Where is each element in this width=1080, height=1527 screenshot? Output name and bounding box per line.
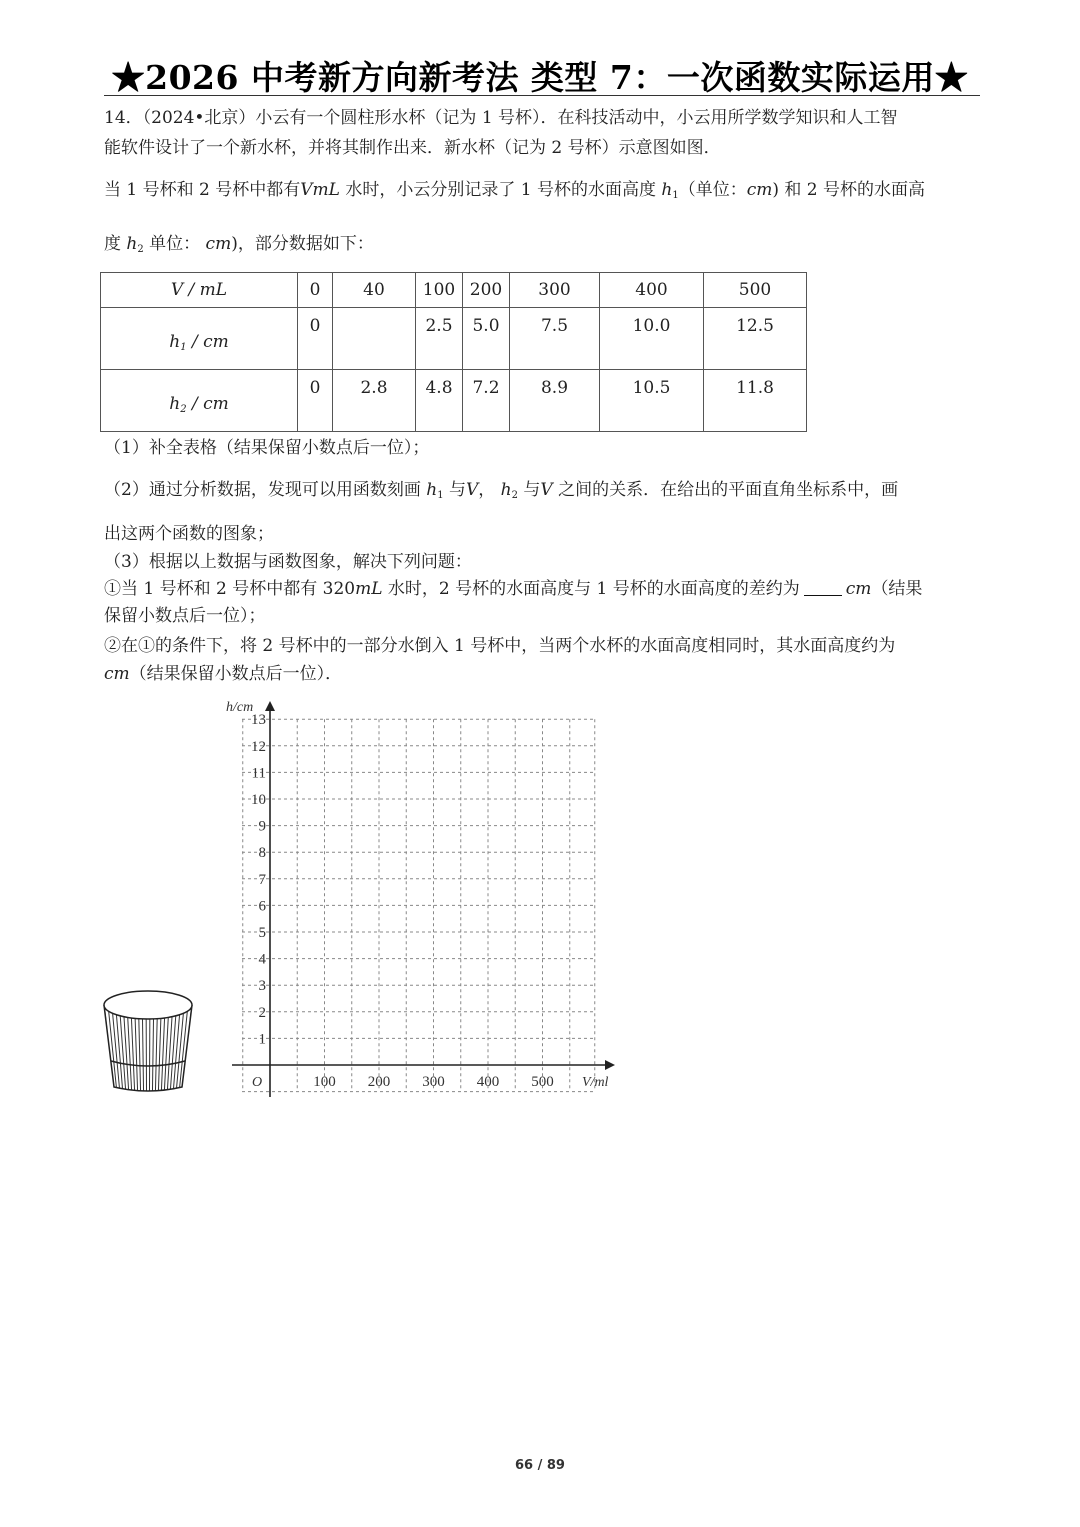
x-tick-label: 500 bbox=[531, 1074, 554, 1090]
p3-text-f: ) 和 2 号杯的水面高 bbox=[772, 180, 926, 200]
p3-text-a: 当 1 号杯和 2 号杯中都有 bbox=[104, 180, 301, 200]
y-tick-label: 6 bbox=[258, 898, 266, 915]
y-tick-label: 13 bbox=[251, 712, 266, 729]
q2-text-g: 之间的关系．在给出的平面直角坐标系中，画 bbox=[552, 480, 899, 500]
table-cell: 4.8 bbox=[416, 370, 463, 432]
x-tick-label: 200 bbox=[367, 1074, 391, 1090]
table-cell: 200 bbox=[463, 273, 510, 308]
q3-1-cm: cm bbox=[845, 579, 872, 599]
table-cell: 0 bbox=[298, 370, 333, 432]
q3-1-text-e: （结果 bbox=[871, 579, 923, 599]
coordinate-grid-chart bbox=[220, 695, 640, 1105]
cup-water-line bbox=[111, 1061, 185, 1066]
cup-illustration bbox=[100, 985, 196, 1095]
y-tick-label: 11 bbox=[251, 765, 266, 782]
question-3-2-line-1: ②在①的条件下，将 2 号杯中的一部分水倒入 1 号杯中，当两个水杯的水面高度相同时，其水面高度约为 bbox=[104, 636, 896, 656]
table-cell: 500 bbox=[704, 273, 807, 308]
y-tick-label: 7 bbox=[258, 871, 266, 888]
table-cell: 0 bbox=[298, 273, 333, 308]
h2-unit: / cm bbox=[186, 394, 229, 414]
table-cell: 11.8 bbox=[704, 370, 807, 432]
q3-2-cm: cm bbox=[104, 664, 130, 684]
table-cell: 2.5 bbox=[416, 308, 463, 370]
y-tick-label: 12 bbox=[251, 738, 266, 755]
p4-h-sub: 2 bbox=[137, 244, 144, 255]
grid-lines bbox=[242, 719, 595, 1091]
y-tick-label: 3 bbox=[258, 978, 266, 995]
question-2-line-2: 出这两个函数的图象； bbox=[104, 524, 274, 544]
y-tick-labels bbox=[251, 712, 267, 1047]
q2-h1-letter: h bbox=[426, 480, 438, 500]
y-tick-label: 8 bbox=[258, 845, 266, 862]
q2-h1-sub: 1 bbox=[437, 490, 444, 501]
table-row-v bbox=[101, 273, 807, 308]
question-3-1-line-2: 保留小数点后一位）； bbox=[104, 606, 266, 626]
problem-line-4 bbox=[104, 232, 374, 262]
q3-1-text-a: ①当 1 号杯和 2 号杯中都有 320 bbox=[104, 579, 356, 599]
table-cell: 5.0 bbox=[463, 308, 510, 370]
page-number: 66 / 89 bbox=[515, 1458, 565, 1473]
q2-h2-letter: h bbox=[500, 480, 512, 500]
question-3-2-line-2 bbox=[104, 662, 342, 686]
x-tick-label: 300 bbox=[422, 1074, 445, 1090]
table-cell: 10.5 bbox=[600, 370, 704, 432]
axes bbox=[232, 701, 615, 1097]
table-cell: 100 bbox=[416, 273, 463, 308]
table-cell: 7.2 bbox=[463, 370, 510, 432]
p3-text-d: （单位： bbox=[678, 180, 747, 200]
h2-letter: h bbox=[169, 394, 181, 414]
question-3-1-line-1 bbox=[104, 577, 922, 601]
question-1: （1）补全表格（结果保留小数点后一位）； bbox=[104, 438, 430, 458]
table-cell: 8.9 bbox=[510, 370, 600, 432]
x-tick-label: 400 bbox=[476, 1074, 500, 1090]
table-cell: 40 bbox=[333, 273, 416, 308]
table-cell: 400 bbox=[600, 273, 704, 308]
p4-h-letter: h bbox=[126, 234, 138, 254]
table-row-h2 bbox=[101, 370, 807, 432]
table-label-h1 bbox=[101, 308, 298, 370]
p3-text-c: 水时，小云分别记录了 1 号杯的水面高度 bbox=[339, 180, 662, 200]
x-tick-label: 100 bbox=[313, 1074, 336, 1090]
y-axis-arrow bbox=[265, 701, 275, 711]
x-axis-label: V/ml bbox=[582, 1075, 609, 1090]
q3-1-ml: mL bbox=[355, 579, 383, 599]
table-label-v: V / mL bbox=[101, 273, 298, 308]
p3-h-sub: 1 bbox=[672, 190, 679, 201]
cup-rim bbox=[104, 991, 192, 1019]
q2-text-b: 与 bbox=[443, 480, 466, 500]
q2-h2-sub: 2 bbox=[511, 490, 518, 501]
p4-cm: cm bbox=[205, 234, 232, 254]
table-cell-blank bbox=[333, 308, 416, 370]
header-divider bbox=[104, 95, 980, 96]
x-axis-arrow bbox=[605, 1060, 615, 1070]
table-row-h1 bbox=[101, 308, 807, 370]
y-tick-label: 4 bbox=[258, 951, 266, 968]
p3-h-letter: h bbox=[661, 180, 673, 200]
p4-text-a: 度 bbox=[104, 234, 127, 254]
x-tick-labels bbox=[313, 1074, 554, 1090]
p4-text-d: )，部分数据如下： bbox=[231, 234, 374, 254]
table-cell: 300 bbox=[510, 273, 600, 308]
table-cell: 10.0 bbox=[600, 308, 704, 370]
q2-text-d: ， bbox=[478, 480, 501, 500]
question-2-line-1 bbox=[104, 478, 898, 508]
y-axis-label: h/cm bbox=[226, 700, 254, 715]
q2-v2: V bbox=[540, 480, 553, 500]
problem-line-1: 14．（2024•北京）小云有一个圆柱形水杯（记为 1 号杯）．在科技活动中，小云用所学数学知识和人工智 bbox=[104, 108, 898, 128]
problem-line-3 bbox=[104, 178, 925, 208]
answer-blank[interactable] bbox=[804, 577, 842, 596]
y-tick-label: 10 bbox=[251, 792, 266, 808]
q2-text-a: （2）通过分析数据，发现可以用函数刻画 bbox=[104, 480, 427, 500]
h1-unit: / cm bbox=[186, 332, 229, 352]
q3-1-text-c: 水时，2 号杯的水面高度与 1 号杯的水面高度的差约为 bbox=[382, 579, 800, 599]
table-label-h2 bbox=[101, 370, 298, 432]
table-cell: 2.8 bbox=[333, 370, 416, 432]
q2-v1: V bbox=[465, 480, 479, 500]
p3-volume-unit: VmL bbox=[300, 180, 340, 200]
y-tick-label: 2 bbox=[258, 1004, 266, 1021]
h1-letter: h bbox=[169, 332, 181, 352]
h1-sub: 1 bbox=[180, 342, 187, 353]
data-table bbox=[100, 272, 807, 432]
table-cell: 12.5 bbox=[704, 308, 807, 370]
page-header-title: ★2026 中考新方向新考法 类型 7：一次函数实际运用★ bbox=[111, 58, 969, 97]
question-3: （3）根据以上数据与函数图象，解决下列问题： bbox=[104, 552, 472, 572]
q3-2-text-c: （结果保留小数点后一位）． bbox=[129, 664, 343, 684]
p3-cm: cm bbox=[746, 180, 773, 200]
p4-text-b: 单位： bbox=[143, 234, 206, 254]
origin-label: O bbox=[252, 1075, 263, 1090]
y-tick-label: 1 bbox=[258, 1031, 266, 1048]
y-tick-label: 9 bbox=[258, 818, 266, 835]
table-cell: 7.5 bbox=[510, 308, 600, 370]
table-cell: 0 bbox=[298, 308, 333, 370]
y-tick-label: 5 bbox=[258, 925, 266, 941]
q2-text-e: 与 bbox=[517, 480, 541, 500]
h2-sub: 2 bbox=[180, 404, 187, 415]
problem-line-2: 能软件设计了一个新水杯，并将其制作出来．新水杯（记为 2 号杯）示意图如图． bbox=[104, 138, 721, 158]
